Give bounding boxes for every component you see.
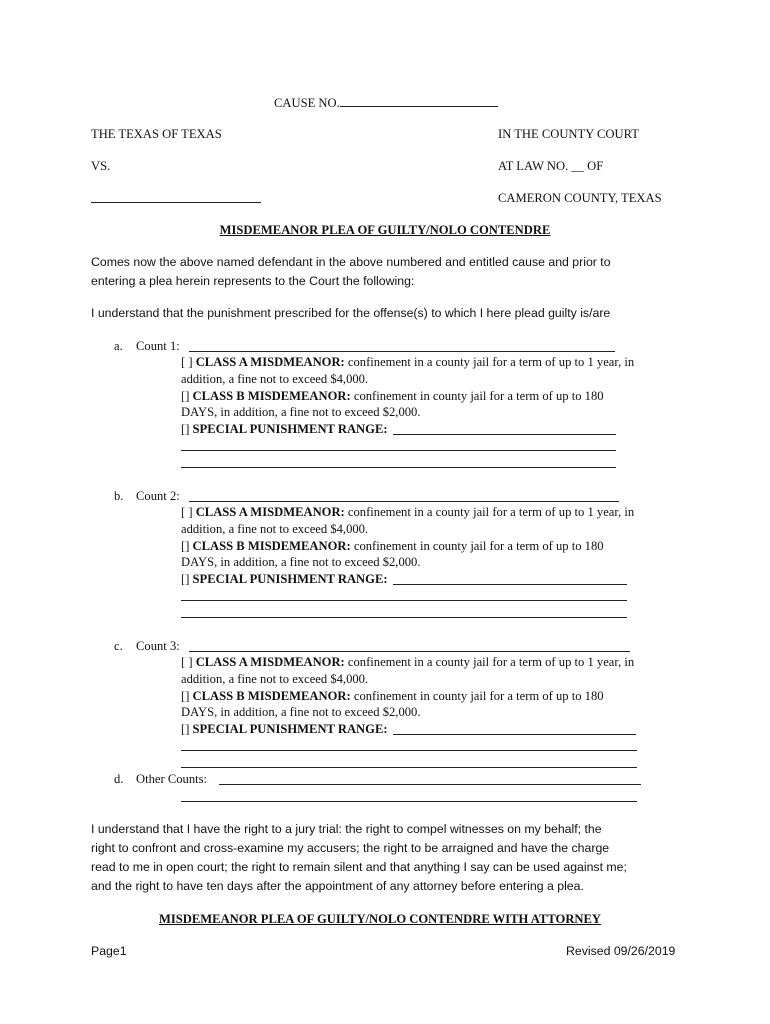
class-a-label: CLASS A MISDMEANOR: bbox=[195, 655, 345, 669]
document-title: MISDEMEANOR PLEA OF GUILTY/NOLO CONTENDRE bbox=[219, 223, 551, 237]
rights-line-3: read to me in open court; the right to remain silent and that anything I say can be used against me; bbox=[91, 860, 627, 874]
special-range-label: SPECIAL PUNISHMENT RANGE: bbox=[192, 572, 388, 586]
count-label: Count 1: bbox=[136, 339, 180, 353]
special-range-blank-3[interactable] bbox=[181, 467, 616, 468]
special-range-blank-3[interactable] bbox=[181, 617, 627, 618]
class-b-text: confinement in county jail for a term of up to 180 bbox=[350, 539, 604, 553]
class-a-option[interactable] bbox=[181, 505, 634, 520]
class-b-text-cont: DAYS, in addition, a fine not to exceed $2,000. bbox=[181, 405, 421, 419]
party-state: THE TEXAS OF TEXAS bbox=[91, 127, 222, 141]
special-range-blank[interactable] bbox=[393, 584, 627, 585]
class-b-checkbox[interactable]: [] bbox=[181, 389, 190, 403]
other-counts-blank-1[interactable] bbox=[219, 784, 641, 785]
class-a-text: confinement in a county jail for a term of up to 1 year, in bbox=[344, 355, 635, 369]
special-range-label: SPECIAL PUNISHMENT RANGE: bbox=[192, 422, 388, 436]
class-a-text: confinement in a county jail for a term of up to 1 year, in bbox=[344, 505, 635, 519]
class-a-text-cont: addition, a fine not to exceed $4,000. bbox=[181, 522, 369, 536]
class-b-checkbox[interactable]: [] bbox=[181, 539, 190, 553]
special-range-option[interactable] bbox=[181, 422, 388, 437]
count-offense-blank[interactable] bbox=[189, 351, 615, 352]
other-counts-label: Other Counts: bbox=[136, 772, 208, 786]
cause-label: CAUSE NO. bbox=[274, 96, 340, 110]
special-range-blank-2[interactable] bbox=[181, 750, 637, 751]
section-title-attorney: MISDEMEANOR PLEA OF GUILTY/NOLO CONTENDRE WITH ATTORNEY bbox=[159, 912, 602, 926]
special-range-checkbox[interactable]: [] bbox=[181, 422, 190, 436]
rights-line-2: right to confront and cross-examine my accusers; the right to be arraigned and have the charge bbox=[91, 841, 610, 855]
court-line-1: IN THE COUNTY COURT bbox=[498, 127, 639, 141]
rights-line-4: and the right to have ten days after the appointment of any attorney before entering a plea. bbox=[91, 879, 584, 893]
defendant-name-blank[interactable] bbox=[91, 191, 261, 207]
count-offense-blank[interactable] bbox=[189, 501, 619, 502]
class-a-label: CLASS A MISDMEANOR: bbox=[195, 505, 345, 519]
class-b-option[interactable] bbox=[181, 689, 604, 704]
cause-number-blank[interactable] bbox=[340, 95, 498, 107]
class-a-option[interactable] bbox=[181, 655, 634, 670]
rights-line-1: I understand that I have the right to a jury trial: the right to compel witnesses on my behalf; the bbox=[91, 822, 602, 836]
class-a-label: CLASS A MISDMEANOR: bbox=[195, 355, 345, 369]
class-b-text: confinement in county jail for a term of up to 180 bbox=[350, 389, 604, 403]
count-offense-blank[interactable] bbox=[189, 651, 630, 652]
court-line-3: CAMERON COUNTY, TEXAS bbox=[498, 191, 662, 205]
count-letter: a. bbox=[114, 339, 123, 353]
special-range-blank-3[interactable] bbox=[181, 767, 637, 768]
class-a-checkbox[interactable]: [ ] bbox=[181, 355, 193, 369]
class-b-label: CLASS B MISDEMEANOR: bbox=[192, 689, 351, 703]
class-b-label: CLASS B MISDEMEANOR: bbox=[192, 389, 351, 403]
class-b-text: confinement in county jail for a term of up to 180 bbox=[350, 689, 604, 703]
class-b-checkbox[interactable]: [] bbox=[181, 689, 190, 703]
class-b-label: CLASS B MISDEMEANOR: bbox=[192, 539, 351, 553]
special-range-checkbox[interactable]: [] bbox=[181, 572, 190, 586]
class-b-text-cont: DAYS, in addition, a fine not to exceed $2,000. bbox=[181, 555, 421, 569]
count-letter: c. bbox=[114, 639, 123, 653]
court-line-2: AT LAW NO. __ OF bbox=[498, 159, 604, 173]
special-range-blank-2[interactable] bbox=[181, 600, 627, 601]
cause-number bbox=[274, 95, 498, 111]
revised-date: Revised 09/26/2019 bbox=[566, 944, 676, 958]
intro-line-1: Comes now the above named defendant in the above numbered and entitled cause and prior to bbox=[91, 255, 611, 269]
special-range-blank-2[interactable] bbox=[181, 450, 616, 451]
class-a-text: confinement in a county jail for a term of up to 1 year, in bbox=[344, 655, 635, 669]
special-range-blank[interactable] bbox=[393, 734, 636, 735]
class-a-text-cont: addition, a fine not to exceed $4,000. bbox=[181, 372, 369, 386]
special-range-blank[interactable] bbox=[393, 434, 616, 435]
page-number: Page1 bbox=[91, 944, 127, 958]
class-a-option[interactable] bbox=[181, 355, 634, 370]
intro-line-3: I understand that the punishment prescribed for the offense(s) to which I here plead guilty is/are bbox=[91, 306, 611, 320]
count-label: Count 2: bbox=[136, 489, 180, 503]
other-counts-blank-2[interactable] bbox=[181, 801, 637, 802]
special-range-option[interactable] bbox=[181, 572, 388, 587]
class-b-option[interactable] bbox=[181, 389, 604, 404]
class-a-text-cont: addition, a fine not to exceed $4,000. bbox=[181, 672, 369, 686]
count-label: Count 3: bbox=[136, 639, 180, 653]
special-range-checkbox[interactable]: [] bbox=[181, 722, 190, 736]
intro-line-2: entering a plea herein represents to the Court the following: bbox=[91, 274, 415, 288]
class-a-checkbox[interactable]: [ ] bbox=[181, 505, 193, 519]
class-b-text-cont: DAYS, in addition, a fine not to exceed $2,000. bbox=[181, 705, 421, 719]
special-range-option[interactable] bbox=[181, 722, 388, 737]
count-letter: b. bbox=[114, 489, 124, 503]
class-a-checkbox[interactable]: [ ] bbox=[181, 655, 193, 669]
class-b-option[interactable] bbox=[181, 539, 604, 554]
other-counts-letter: d. bbox=[114, 772, 124, 786]
special-range-label: SPECIAL PUNISHMENT RANGE: bbox=[192, 722, 388, 736]
party-vs: VS. bbox=[91, 159, 111, 173]
